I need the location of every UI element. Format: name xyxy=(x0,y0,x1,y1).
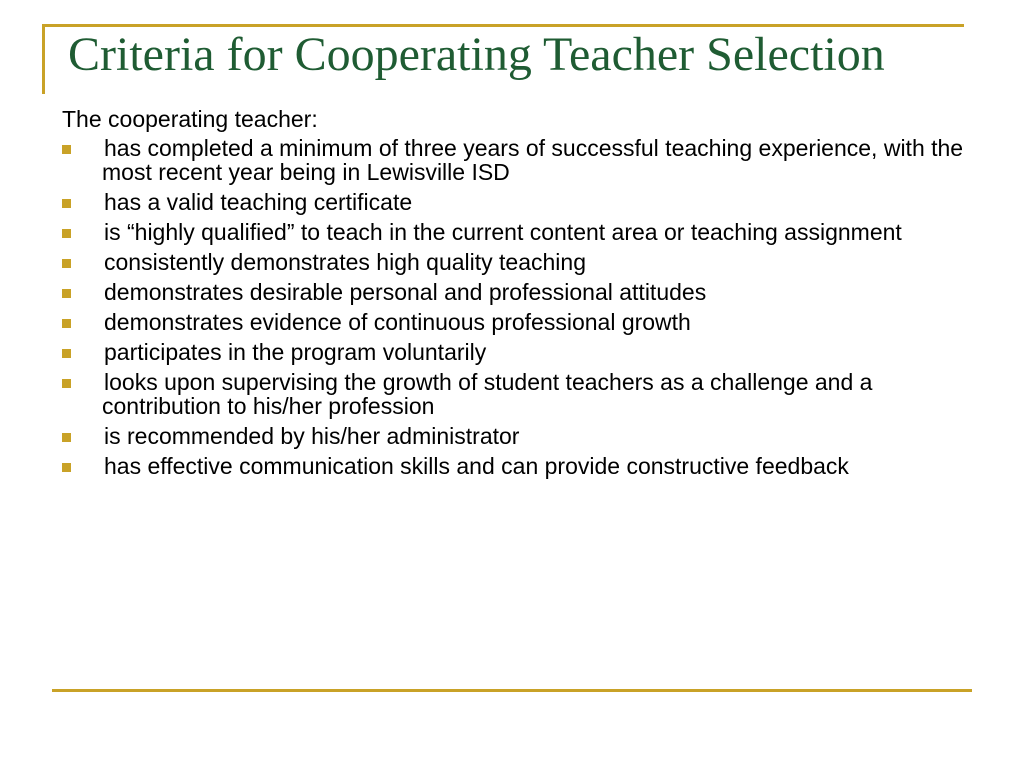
list-item xyxy=(62,454,982,478)
list-item-text: has completed a minimum of three years of successful teaching experience, with the most recent year being in Lewisville ISD xyxy=(102,135,964,185)
square-bullet-icon xyxy=(62,289,71,298)
square-bullet-icon xyxy=(62,259,71,268)
list-item-text: is recommended by his/her administrator xyxy=(104,423,520,449)
list-item-text: looks upon supervising the growth of student teachers as a challenge and a contribution to his/her profession xyxy=(102,369,873,419)
list-item xyxy=(62,280,982,304)
square-bullet-icon xyxy=(62,319,71,328)
list-item-text: has a valid teaching certificate xyxy=(104,189,413,215)
footer-rule xyxy=(52,689,972,692)
square-bullet-icon xyxy=(62,433,71,442)
list-item xyxy=(62,220,982,244)
slide-title: Criteria for Cooperating Teacher Selection xyxy=(68,28,885,81)
square-bullet-icon xyxy=(62,349,71,358)
list-item-text: consistently demonstrates high quality teaching xyxy=(104,249,587,275)
list-item-text: demonstrates desirable personal and professional attitudes xyxy=(104,279,707,305)
list-item xyxy=(62,250,982,274)
square-bullet-icon xyxy=(62,379,71,388)
list-item-text: is “highly qualified” to teach in the current content area or teaching assignment xyxy=(104,219,902,245)
list-item xyxy=(62,340,982,364)
list-item xyxy=(62,190,982,214)
list-item-text: has effective communication skills and can provide constructive feedback xyxy=(104,453,849,479)
square-bullet-icon xyxy=(62,229,71,238)
list-item-text: participates in the program voluntarily xyxy=(104,339,487,365)
criteria-list xyxy=(62,136,982,478)
list-item xyxy=(62,424,982,448)
square-bullet-icon xyxy=(62,463,71,472)
square-bullet-icon xyxy=(62,199,71,208)
slide-body xyxy=(62,106,982,484)
list-item xyxy=(62,136,982,184)
list-item xyxy=(62,370,982,418)
list-item xyxy=(62,310,982,334)
square-bullet-icon xyxy=(62,145,71,154)
intro-text: The cooperating teacher: xyxy=(62,106,318,132)
list-item-text: demonstrates evidence of continuous professional growth xyxy=(104,309,691,335)
